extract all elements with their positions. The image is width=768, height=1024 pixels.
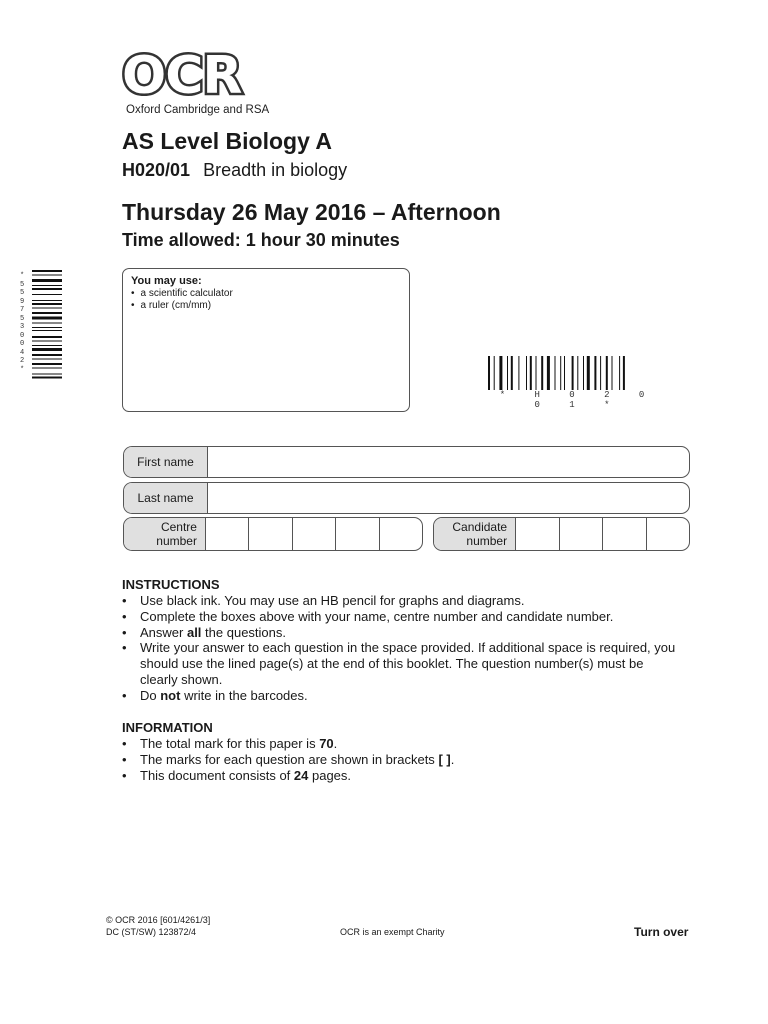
- centre-number-cell[interactable]: [380, 518, 422, 550]
- barcode-bar: [32, 348, 62, 351]
- barcode-bar: [494, 356, 495, 390]
- candidate-number-cell[interactable]: [647, 518, 689, 550]
- barcode-bar: [32, 368, 62, 369]
- logo-subtitle: Oxford Cambridge and RSA: [126, 104, 270, 116]
- barcode-bar: [587, 356, 590, 390]
- text-post: write in the barcodes.: [180, 687, 308, 703]
- exam-title: AS Level Biology A: [122, 128, 333, 154]
- barcode-bar: [32, 345, 62, 346]
- barcode-bar: [32, 336, 62, 338]
- first-name-input[interactable]: [208, 447, 689, 477]
- exam-date: Thursday 26 May 2016 – Afternoon: [122, 199, 501, 225]
- barcode-bar: [606, 356, 608, 390]
- time-allowed: Time allowed: 1 hour 30 minutes: [122, 230, 400, 250]
- text-pre: This document consists of: [140, 767, 294, 783]
- centre-label-line2: number: [156, 534, 197, 548]
- text-bold: 24: [293, 767, 309, 783]
- barcode-bar: [594, 356, 596, 390]
- text-pre: The total mark for this paper is: [140, 736, 320, 751]
- last-name-field[interactable]: [123, 482, 690, 514]
- first-name-label: First name: [124, 447, 208, 477]
- information-item: [122, 768, 682, 784]
- text-bold: [ ]: [438, 751, 451, 767]
- barcode-bar: [32, 327, 62, 328]
- barcode-bar: [32, 377, 62, 379]
- last-name-label: Last name: [124, 483, 208, 513]
- information-heading: INFORMATION: [122, 720, 213, 735]
- barcode-bar: [547, 356, 550, 390]
- information-list: [122, 736, 682, 783]
- text-pre: Answer: [140, 624, 187, 640]
- barcode-bar: [32, 374, 62, 375]
- centre-number-label: [124, 518, 206, 550]
- barcode-bar: [32, 288, 62, 290]
- barcode-bar: [572, 356, 574, 390]
- candidate-number-cell[interactable]: [560, 518, 603, 550]
- ocr-logo: OCR: [122, 46, 242, 106]
- centre-number-field[interactable]: [123, 517, 423, 551]
- text-post: the questions.: [201, 624, 286, 640]
- paper-code: H020/01: [122, 160, 191, 180]
- footer-dc-code: DC (ST/SW) 123872/4: [106, 927, 197, 937]
- information-item: [122, 736, 682, 752]
- barcode-bar: [619, 356, 620, 390]
- barcode-bar: [32, 317, 62, 320]
- barcode-bar: [541, 356, 543, 390]
- candidate-number-field[interactable]: [433, 517, 690, 551]
- barcode-bar: [536, 356, 537, 390]
- barcode-bar: [32, 330, 62, 331]
- candidate-label-line1: Candidate: [452, 520, 508, 534]
- barcode-bar: [32, 308, 62, 309]
- candidate-label-line2: number: [466, 534, 508, 548]
- vertical-barcode-text: * 5 5 9 7 5 3 0 0 4 2 *: [20, 272, 25, 374]
- barcode-bar: [564, 356, 565, 390]
- barcode-bar: [507, 356, 508, 390]
- barcode-bar: [32, 275, 62, 276]
- barcode-bar: [555, 356, 556, 390]
- text-post: .: [333, 736, 338, 751]
- last-name-input[interactable]: [208, 483, 689, 513]
- footer-copyright: © OCR 2016 [601/4261/3]: [106, 915, 211, 925]
- you-may-use-item: • a ruler (cm/mm): [131, 300, 401, 311]
- barcode-bar: [32, 363, 62, 365]
- first-name-field[interactable]: [123, 446, 690, 478]
- instruction-item: • Use black ink. You may use an HB pencil for graphs and diagrams.: [122, 593, 682, 609]
- centre-number-cell[interactable]: [206, 518, 249, 550]
- barcode-bar: [526, 356, 527, 390]
- barcode-bar: [530, 356, 532, 390]
- barcode-bar: [511, 356, 513, 390]
- paper-name: Breadth in biology: [203, 160, 348, 180]
- candidate-number-cell[interactable]: [516, 518, 559, 550]
- centre-label-line1: Centre: [160, 520, 197, 534]
- turn-over-label: Turn over: [634, 925, 689, 939]
- barcode-bar: [32, 285, 62, 286]
- text-pre: Do: [140, 687, 161, 703]
- barcode-bar: [612, 356, 613, 390]
- horizontal-barcode-text: * H 0 2 0 0 1 *: [499, 390, 657, 410]
- instructions-heading: INSTRUCTIONS: [122, 577, 220, 592]
- barcode-bar: [32, 294, 62, 295]
- text-pre: The marks for each question are shown in brackets: [140, 751, 439, 767]
- barcode-bar: [577, 356, 578, 390]
- barcode-bar: [32, 354, 62, 356]
- you-may-use-heading: You may use:: [131, 275, 202, 287]
- barcode-bar: [488, 356, 490, 390]
- vertical-barcode: [30, 270, 62, 410]
- barcode-bar: [560, 356, 561, 390]
- text-bold: all: [186, 624, 202, 640]
- text-bold: not: [160, 687, 181, 703]
- barcode-bar: [32, 359, 62, 360]
- centre-number-cell[interactable]: [336, 518, 379, 550]
- barcode-bar: [32, 341, 62, 342]
- you-may-use-box: [122, 268, 410, 412]
- instruction-item: [122, 688, 682, 704]
- candidate-number-cell[interactable]: [603, 518, 646, 550]
- horizontal-barcode: [488, 356, 668, 392]
- barcode-bar: [32, 300, 62, 301]
- instruction-item: • Complete the boxes above with your name, centre number and candidate number.: [122, 609, 682, 625]
- text-bold: 70: [319, 736, 334, 751]
- text-post: pages.: [308, 767, 352, 783]
- barcode-bar: [518, 356, 519, 390]
- barcode-bar: [600, 356, 601, 390]
- barcode-bar: [32, 303, 62, 305]
- barcode-bar: [32, 270, 62, 272]
- barcode-bar: [32, 323, 62, 324]
- paper-code-line: [122, 160, 347, 181]
- you-may-use-item: • a scientific calculator: [131, 288, 401, 299]
- centre-number-cell[interactable]: [249, 518, 292, 550]
- footer-charity: OCR is an exempt Charity: [340, 927, 445, 937]
- barcode-bar: [583, 356, 584, 390]
- centre-number-cell[interactable]: [293, 518, 336, 550]
- instruction-item: [122, 625, 682, 641]
- instruction-item: • Write your answer to each question in the space provided. If additional space is required, you should use the lined page(s) at the end of this booklet. The question number(s) must be clearly shown.: [122, 640, 682, 687]
- information-item: [122, 752, 682, 768]
- text-post: .: [450, 751, 455, 767]
- barcode-bar: [32, 312, 62, 314]
- barcode-bar: [623, 356, 625, 390]
- barcode-bar: [32, 279, 62, 282]
- instructions-list: [122, 593, 682, 704]
- barcode-bar: [499, 356, 502, 390]
- candidate-number-label: [434, 518, 516, 550]
